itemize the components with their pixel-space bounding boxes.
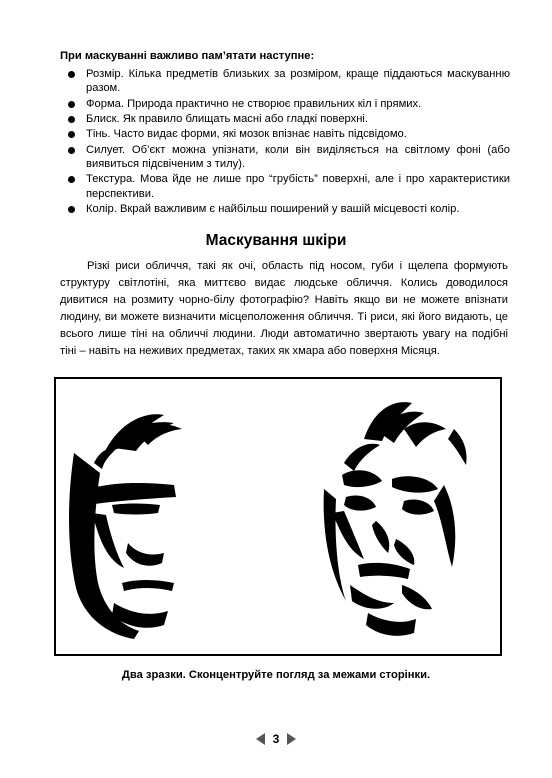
list-item-text: Блиск. Як правило блищать масні або гладкі поверхні.	[86, 112, 369, 125]
list-item-text: Розмір. Кілька предметів близьких за розміром, краще піддаються маскуванню разом.	[86, 68, 510, 95]
face-illustration-right	[284, 389, 494, 641]
bullet-icon	[68, 176, 75, 183]
list-item	[60, 112, 510, 126]
list-item	[60, 97, 510, 111]
bullet-icon	[68, 206, 75, 213]
next-page-icon[interactable]	[287, 733, 296, 745]
page-number: 3	[272, 732, 280, 746]
list-item	[60, 127, 510, 141]
list-item-text: Тінь. Часто видає форми, які мозок впізнає навіть підсвідомо.	[86, 128, 407, 141]
list-item-text: Текстура. Мова йде не лише про “грубість” поверхні, але і про характеристики перспективи.	[86, 173, 510, 200]
bullet-icon	[68, 131, 75, 138]
previous-page-icon[interactable]	[256, 733, 265, 745]
list-item	[60, 67, 510, 95]
list-item	[60, 202, 510, 216]
list-item-text: Колір. Вкрай важливим є найбільш поширений у вашій місцевості колір.	[86, 202, 460, 215]
list-item	[60, 172, 510, 200]
bullet-list	[60, 67, 510, 217]
list-intro: При маскуванні важливо пам’ятати наступне:	[60, 50, 315, 62]
bullet-icon	[68, 147, 75, 154]
list-item-text: Форма. Природа практично не створює правильних кіл і прямих.	[86, 97, 422, 110]
figure-frame	[54, 377, 502, 656]
bullet-icon	[68, 71, 75, 78]
bullet-icon	[68, 116, 75, 123]
section-heading: Маскування шкіри	[205, 232, 347, 249]
face-illustration-left	[64, 393, 264, 641]
figure-caption: Два зразки. Сконцентруйте погляд за межами сторінки.	[121, 669, 431, 681]
page-navigation	[0, 731, 552, 747]
list-item	[60, 143, 510, 171]
list-item-text: Силует. Об’єкт можна упізнати, коли він виділяється на світлому фоні (або виявиться підсвіченим з тилу).	[86, 143, 510, 170]
bullet-icon	[68, 101, 75, 108]
body-paragraph: Різкі риси обличчя, такі як очі, область під носом, губи і щелепа формують структуру світлотіні, яка миттєво видає людське обличчя. Колись доводилося дивитися на розмиту чорно-білу фотографію? Навіть якщо ви не можете впізнати людину, ви можете визначити місцеположення обличчя. Ті риси, які його видають, це всього лише тіні на обличчі людини. Люди автоматично звертають увагу на подібні тіні – навіть на неживих предметах, таких як хмара або поверхня Місяця.	[60, 260, 508, 358]
